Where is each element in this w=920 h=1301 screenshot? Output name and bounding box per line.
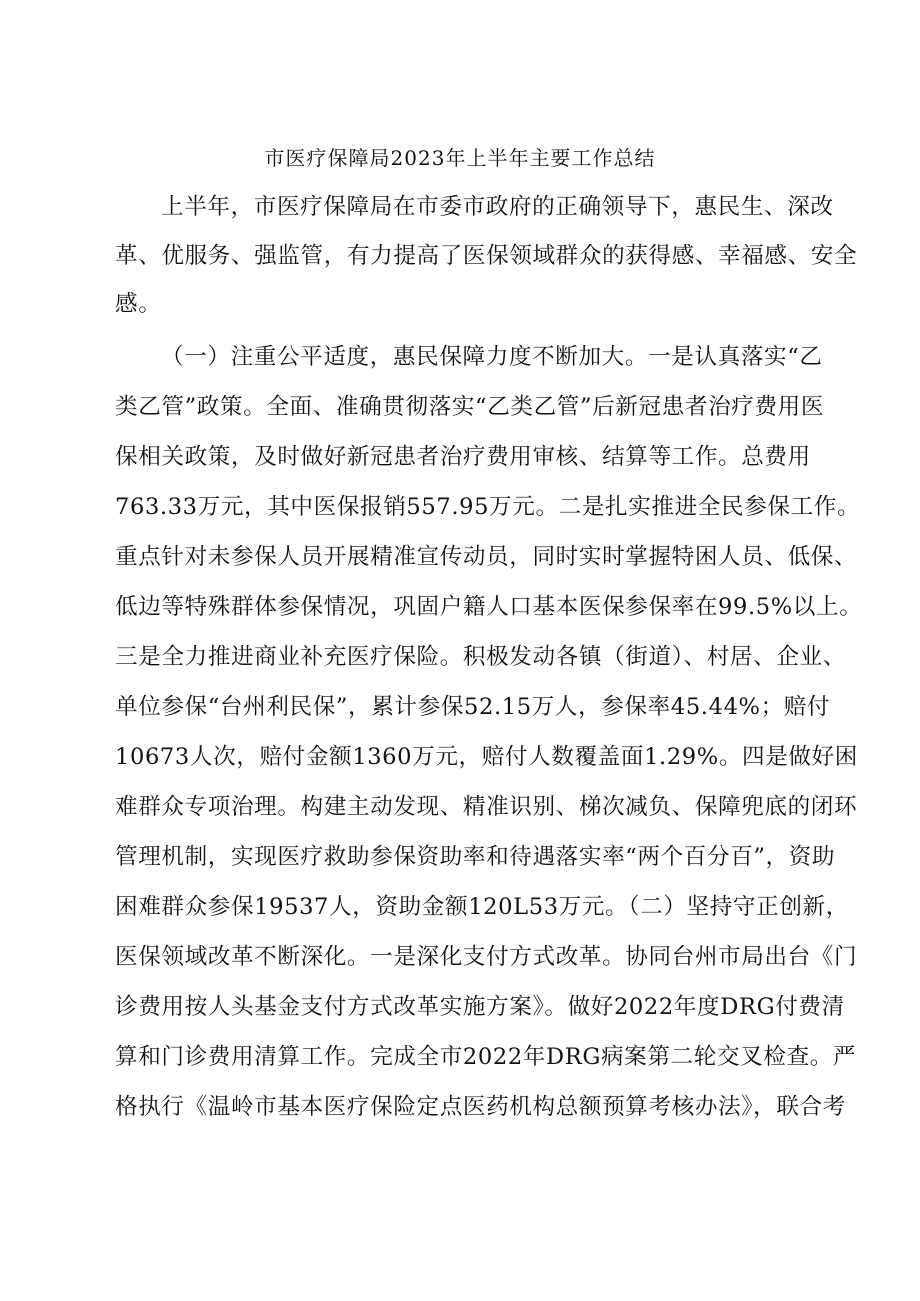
paragraph-line: 管理机制，实现医疗救助参保资助率和待遇落实率“两个百分百”，资助 [115,844,836,870]
paragraph-line: 难群众专项治理。构建主动发现、精准识别、梯次减负、保障兜底的闭环 [115,794,858,820]
paragraph-line: （一）注重公平适度，惠民保障力度不断加大。一是认真落实“乙 [161,344,823,370]
paragraph-line: 763.33万元，其中医保报销557.95万元。二是扎实推进全民参保工作。 [115,494,861,520]
paragraph-line: 感。 [115,291,162,317]
paragraph-line: 10673人次，赔付金额1360万元，赔付人数覆盖面1.29%。四是做好困 [115,744,859,770]
paragraph-line: 保相关政策，及时做好新冠患者治疗费用审核、结算等工作。总费用 [115,444,811,470]
paragraph-line: 格执行《温岭市基本医疗保险定点医药机构总额预算考核办法》，联合考 [115,1094,846,1120]
paragraph-line: 重点针对未参保人员开展精准宣传动员，同时实时掌握特困人员、低保、 [115,544,858,570]
paragraph-line: 革、优服务、强监管，有力提高了医保领域群众的获得感、幸福感、安全 [115,243,858,269]
paragraph-line: 诊费用按人头基金支付方式改革实施方案》。做好2022年度DRG付费清 [115,994,845,1020]
paragraph-line: 上半年，市医疗保障局在市委市政府的正确领导下，惠民生、深改 [161,194,834,220]
paragraph-line: 算和门诊费用清算工作。完成全市2022年DRG病案第二轮交叉检查。严 [115,1044,857,1070]
paragraph-line: 三是全力推进商业补充医疗保险。积极发动各镇（街道）、村居、企业、 [115,644,846,670]
paragraph-line: 困难群众参保19537人，资助金额120L53万元。（二）坚持守正创新， [115,894,849,920]
document-title: 市医疗保障局2023年上半年主要工作总结 [264,146,656,170]
paragraph-line: 类乙管”政策。全面、准确贯彻落实“乙类乙管”后新冠患者治疗费用医 [115,394,825,420]
paragraph-line: 单位参保“台州利民保”，累计参保52.15万人，参保率45.44%；赔付 [115,694,831,720]
paragraph-line: 低边等特殊群体参保情况，巩固户籍人口基本医保参保率在99.5%以上。 [115,594,863,620]
paragraph-line: 医保领域改革不断深化。一是深化支付方式改革。协同台州市局出台《门 [115,944,858,970]
